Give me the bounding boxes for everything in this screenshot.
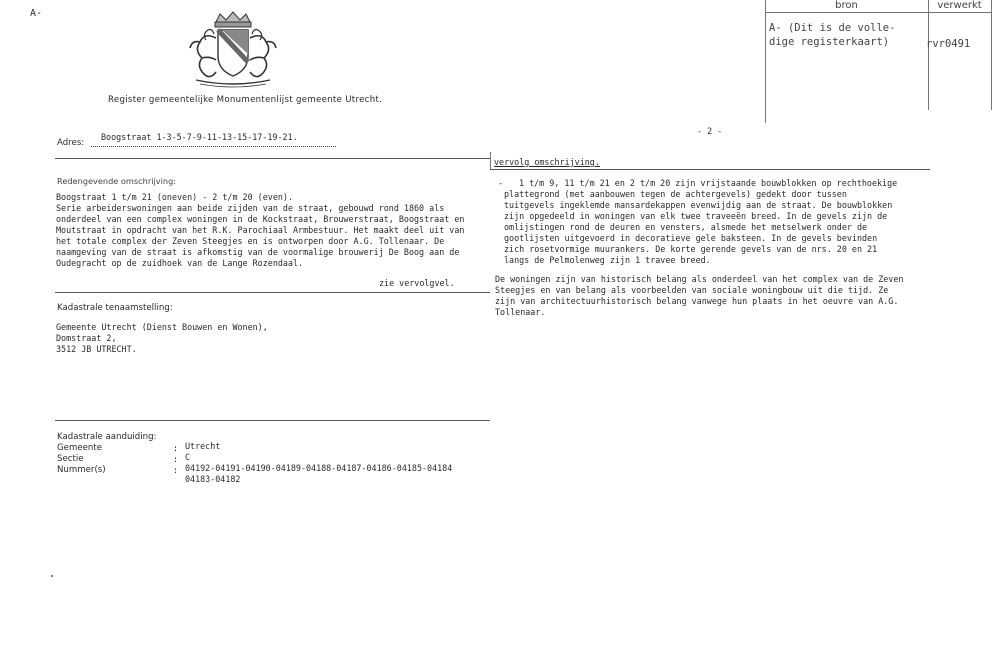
stamp-left-border [765, 0, 766, 123]
rule-under-adres [55, 158, 490, 159]
vervolg-line: omlijstingen rond de deuren en vensters, alsmede het metselwerk onder de [504, 222, 868, 232]
tenaamstelling-line: Domstraat 2, [56, 333, 117, 343]
stamp-divider [928, 0, 929, 110]
tenaamstelling-body [56, 322, 268, 355]
adres-dotted-line [91, 146, 336, 147]
rule-under-vervolg [490, 169, 930, 170]
sectie-value: C [185, 452, 191, 462]
vervolg-line: De woningen zijn van historisch belang als onderdeel van het complex van de Zeven [495, 274, 904, 284]
stamp-right-border [991, 0, 992, 110]
adres-value: Boogstraat 1-3-5-7-9-11-13-15-17-19-21. [101, 132, 298, 142]
stamp-bron-line-1: A- (Dit is de volle- [769, 22, 896, 34]
stamp-col-verwerkt: verwerkt [937, 0, 982, 11]
aanduiding-heading: Kadastrale aanduiding: [57, 432, 157, 442]
tenaamstelling-heading: Kadastrale tenaamstelling: [57, 303, 173, 313]
column-divider [490, 152, 491, 169]
rule-under-redengevende [55, 292, 490, 293]
nummers-label: Nummer(s) [57, 465, 106, 475]
vervolg-dash: - [498, 178, 504, 188]
register-title: Register gemeentelijke Monumentenlijst gemeente Utrecht. [108, 95, 383, 105]
page-number: - 2 - [697, 126, 723, 136]
redengevende-heading: Redengevende omschrijving: [57, 176, 177, 186]
redengevende-line: Boogstraat 1 t/m 21 (oneven) - 2 t/m 20 (even). [56, 192, 293, 202]
redengevende-line: Oudegracht op de zuidhoek van de Lange Rozendaal. [56, 258, 304, 268]
redengevende-line: onderdeel van een complex woningen in de Kockstraat, Brouwerstraat, Boogstraat en [56, 214, 465, 224]
vervolg-line: gootlijsten uitgevoerd in decoratieve gele baksteen. In de gevels bevinden [504, 233, 878, 243]
stray-mark [51, 575, 53, 577]
adres-label: Adres: [57, 138, 85, 148]
vervolg-line: zijn van architectuurhistorisch belang vanwege hun plaats in het oeuvre van A.G. [495, 296, 899, 306]
redengevende-line: naamgeving van de straat is afkomstig van de voormalige brouwerij De Boog aan de [56, 247, 460, 257]
rule-above-aanduiding [55, 420, 490, 421]
nummers-value-line-2: 04183-04182 [185, 474, 241, 484]
vervolg-line: zijn opgedeeld in woningen van elk twee traveeën breed. In de gevels zijn de [504, 211, 888, 221]
redengevende-line: het totale complex der Zeven Steegjes en is ontworpen door A.G. Tollenaar. De [56, 236, 445, 246]
vervolg-line: plattegrond (met aanbouwen tegen de achtergevels) gedekt door tussen [504, 189, 847, 199]
gemeente-colon: : [173, 443, 179, 453]
vervolg-line: Tollenaar. [495, 307, 546, 317]
redengevende-line: Moutstraat in opdracht van het R.K. Parochiaal Armbestuur. Het maakt deel uit van [56, 225, 465, 235]
vervolg-line: 1 t/m 9, 11 t/m 21 en 2 t/m 20 zijn vrijstaande bouwblokken op rechthoekige [519, 178, 898, 188]
tenaamstelling-line: Gemeente Utrecht (Dienst Bouwen en Wonen), [56, 322, 268, 332]
vervolg-line: langs de Pelmolenweg zijn 1 travee breed. [504, 255, 711, 265]
coat-of-arms-emblem [182, 10, 284, 92]
sectie-colon: : [173, 454, 179, 464]
stamp-col-bron: bron [835, 0, 858, 11]
nummers-value-line-1: 04192-04191-04190-04189-04188-04187-04186-04185-04184 [185, 463, 453, 473]
corner-mark: A- [30, 8, 43, 19]
stamp-bron-line-2: dige registerkaart) [769, 36, 890, 48]
vervolg-line: zich rosetvormige muurankers. De korte gerende gevels van de nrs. 20 en 21 [504, 244, 878, 254]
redengevende-body [56, 192, 464, 269]
stamp-verwerkt-value: rvr0491 [926, 38, 971, 50]
stamp-header-rule [765, 12, 991, 13]
nummers-colon: : [173, 465, 179, 475]
tenaamstelling-line: 3512 JB UTRECHT. [56, 344, 137, 354]
vervolg-line: Steegjes en van belang als voorbeelden van sociale woningbouw uit die tijd. Ze [495, 285, 889, 295]
sectie-label: Sectie [57, 454, 84, 464]
vervolg-heading: vervolg omschrijving. [494, 157, 600, 167]
gemeente-label: Gemeente [57, 443, 102, 453]
redengevende-line: Serie arbeiderswoningen aan beide zijden van de straat, gebouwd rond 1860 als [56, 203, 445, 213]
vervolg-line: tuitgevels ingeklemde mansardekappen evenwijdig aan de straat. De bouwblokken [504, 200, 893, 210]
vervolg-paragraph-2 [495, 274, 903, 318]
gemeente-value: Utrecht [185, 441, 221, 451]
vervolg-paragraph-1 [504, 178, 898, 266]
see-next-sheet: zie vervolgvel. [379, 278, 455, 288]
